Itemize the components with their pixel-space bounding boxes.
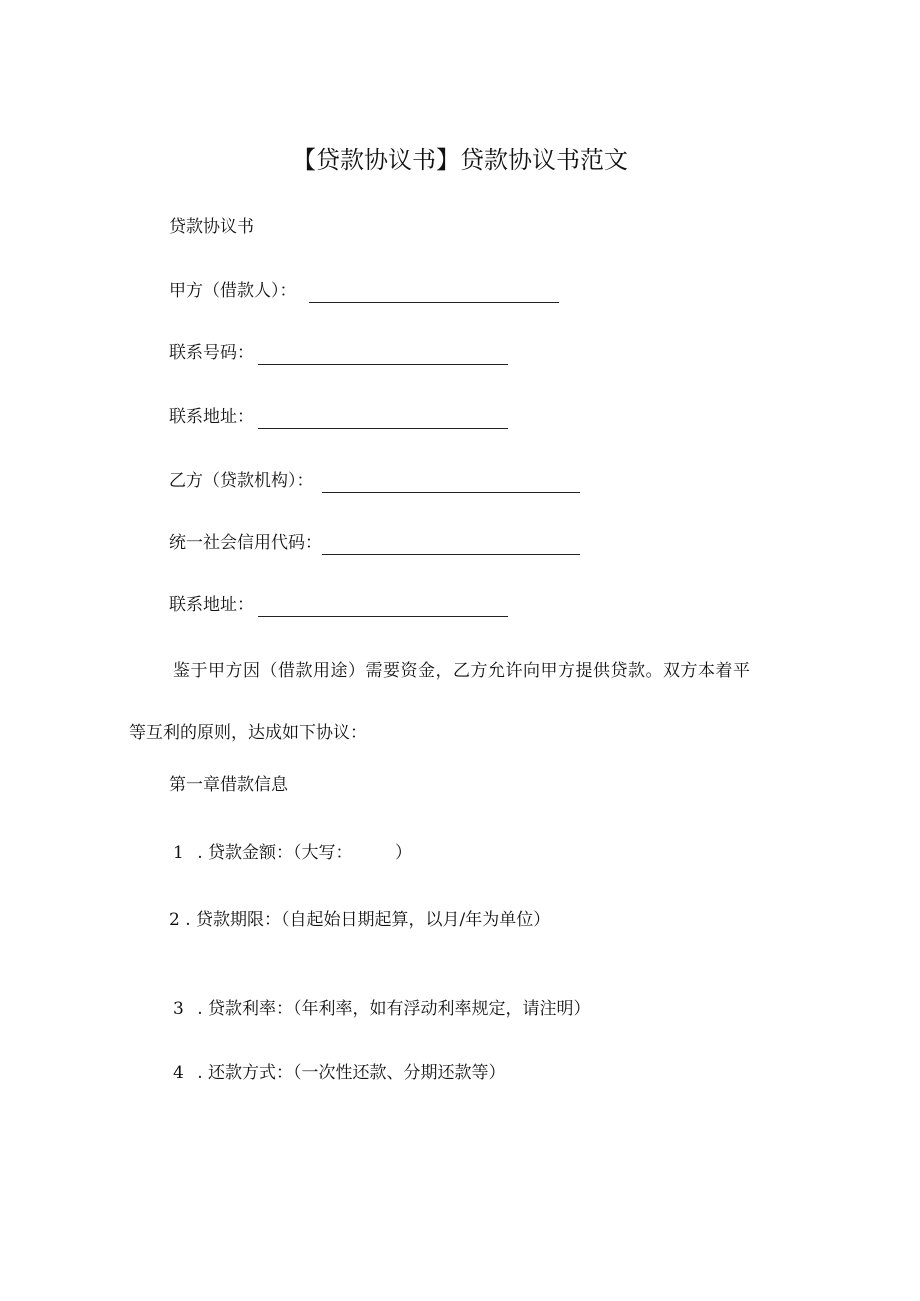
document-title: 【贷款协议书】贷款协议书范文 xyxy=(292,146,628,174)
list-item xyxy=(173,994,591,1019)
phone-label: 联系号码： xyxy=(169,343,254,363)
intro-paragraph-line-1: 鉴于甲方因（借款用途）需要资金，乙方允许向甲方提供贷款。双方本着平 xyxy=(173,661,751,681)
credit-code-blank[interactable] xyxy=(322,539,580,555)
address-a-field xyxy=(169,405,508,429)
item-text: . 贷款利率：（年利率，如有浮动利率规定，请注明） xyxy=(197,999,591,1019)
party-b-field xyxy=(169,469,580,493)
address-b-label: 联系地址： xyxy=(169,595,254,615)
phone-field xyxy=(169,341,508,365)
intro-paragraph-line-2: 等互利的原则，达成如下协议： xyxy=(129,723,367,743)
agreement-subtitle-text: 贷款协议书 xyxy=(169,217,254,237)
list-item xyxy=(173,1058,506,1083)
party-a-blank[interactable] xyxy=(309,287,559,303)
item-number: 1 xyxy=(173,843,184,863)
phone-blank[interactable] xyxy=(258,349,508,365)
agreement-subtitle xyxy=(169,215,254,239)
list-item xyxy=(173,838,412,863)
credit-code-field xyxy=(169,531,580,555)
item-text: . 还款方式：（一次性还款、分期还款等） xyxy=(197,1063,506,1083)
address-b-field xyxy=(169,593,508,617)
chapter-title: 第一章借款信息 xyxy=(169,775,288,795)
party-b-label: 乙方（贷款机构）： xyxy=(169,471,314,491)
address-b-blank[interactable] xyxy=(258,601,508,617)
party-a-label: 甲方（借款人）： xyxy=(169,281,297,301)
address-a-label: 联系地址： xyxy=(169,407,254,427)
item-number: 3 xyxy=(173,999,184,1019)
item-number: 4 xyxy=(173,1063,184,1083)
item-number: 2 xyxy=(169,910,180,930)
item-text: . 贷款金额：（大写： ） xyxy=(197,843,413,863)
address-a-blank[interactable] xyxy=(258,413,508,429)
item-text: . 贷款期限：（自起始日期起算，以月/年为单位） xyxy=(185,910,551,930)
party-b-blank[interactable] xyxy=(322,477,580,493)
credit-code-label: 统一社会信用代码： xyxy=(169,533,322,553)
list-item xyxy=(169,905,550,930)
party-a-field xyxy=(169,279,559,303)
